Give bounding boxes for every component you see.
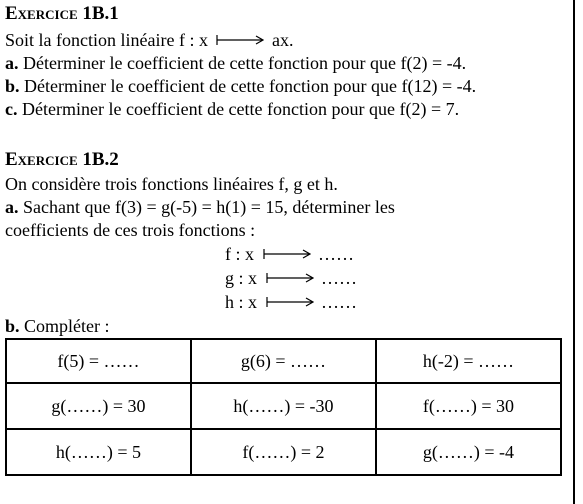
maps-to-arrow-icon bbox=[216, 34, 264, 46]
exercise-2-item-a bbox=[5, 197, 395, 217]
exercise-2-item-a-continued: coefficients de ces trois fonctions : bbox=[5, 220, 256, 240]
table-cell: f(……) = 30 bbox=[376, 383, 561, 429]
table-row bbox=[6, 339, 561, 383]
table-cell: g(……) = -4 bbox=[376, 429, 561, 475]
map-left: g : x bbox=[225, 268, 258, 288]
exercise-1-intro bbox=[5, 30, 293, 50]
item-letter: a. bbox=[5, 53, 19, 73]
exercise-2-title: Exercice 1B.2 bbox=[5, 149, 119, 170]
item-text: Sachant que f(3) = g(-5) = h(1) = 15, déterminer les bbox=[23, 197, 395, 217]
map-left: f : x bbox=[225, 244, 254, 264]
table-cell: h(……) = -30 bbox=[191, 383, 376, 429]
table-cell: h(……) = 5 bbox=[6, 429, 191, 475]
item-letter: a. bbox=[5, 197, 19, 217]
exercise-1-item-a bbox=[5, 53, 466, 73]
item-text: Compléter : bbox=[24, 316, 110, 336]
table-row bbox=[6, 383, 561, 429]
exercise-1-title: Exercice 1B.1 bbox=[5, 3, 119, 24]
table-cell: g(……) = 30 bbox=[6, 383, 191, 429]
table-cell: f(……) = 2 bbox=[191, 429, 376, 475]
item-letter: c. bbox=[5, 99, 18, 119]
maps-to-arrow-icon bbox=[266, 272, 314, 284]
item-letter: b. bbox=[5, 316, 20, 336]
table-cell: h(-2) = …… bbox=[376, 339, 561, 383]
map-line-g bbox=[225, 268, 357, 288]
map-line-h bbox=[225, 292, 357, 312]
map-blank: …… bbox=[318, 244, 354, 264]
exercise-1-item-c bbox=[5, 99, 459, 119]
map-blank: …… bbox=[321, 292, 358, 312]
completion-table bbox=[5, 338, 562, 476]
exercise-2-intro: On considère trois fonctions linéaires f, g et h. bbox=[5, 174, 338, 194]
maps-to-arrow-icon bbox=[266, 296, 314, 308]
item-text: Déterminer le coefficient de cette fonction pour que f(12) = -4. bbox=[24, 76, 477, 96]
map-blank: …… bbox=[321, 268, 358, 288]
item-text: Déterminer le coefficient de cette fonction pour que f(2) = -4. bbox=[23, 53, 467, 73]
exercise-1-intro-text: Soit la fonction linéaire f : x bbox=[5, 30, 208, 50]
map-left: h : x bbox=[225, 292, 258, 312]
map-line-f bbox=[225, 244, 354, 264]
item-text: Déterminer le coefficient de cette fonction pour que f(2) = 7. bbox=[22, 99, 460, 119]
table-cell: g(6) = …… bbox=[191, 339, 376, 383]
exercise-2-item-b bbox=[5, 316, 110, 336]
item-letter: b. bbox=[5, 76, 20, 96]
table-row bbox=[6, 429, 561, 475]
exercise-1-item-b bbox=[5, 76, 476, 96]
maps-to-arrow-icon bbox=[263, 248, 311, 260]
exercise-1-intro-result: ax. bbox=[271, 30, 294, 50]
table-cell: f(5) = …… bbox=[6, 339, 191, 383]
